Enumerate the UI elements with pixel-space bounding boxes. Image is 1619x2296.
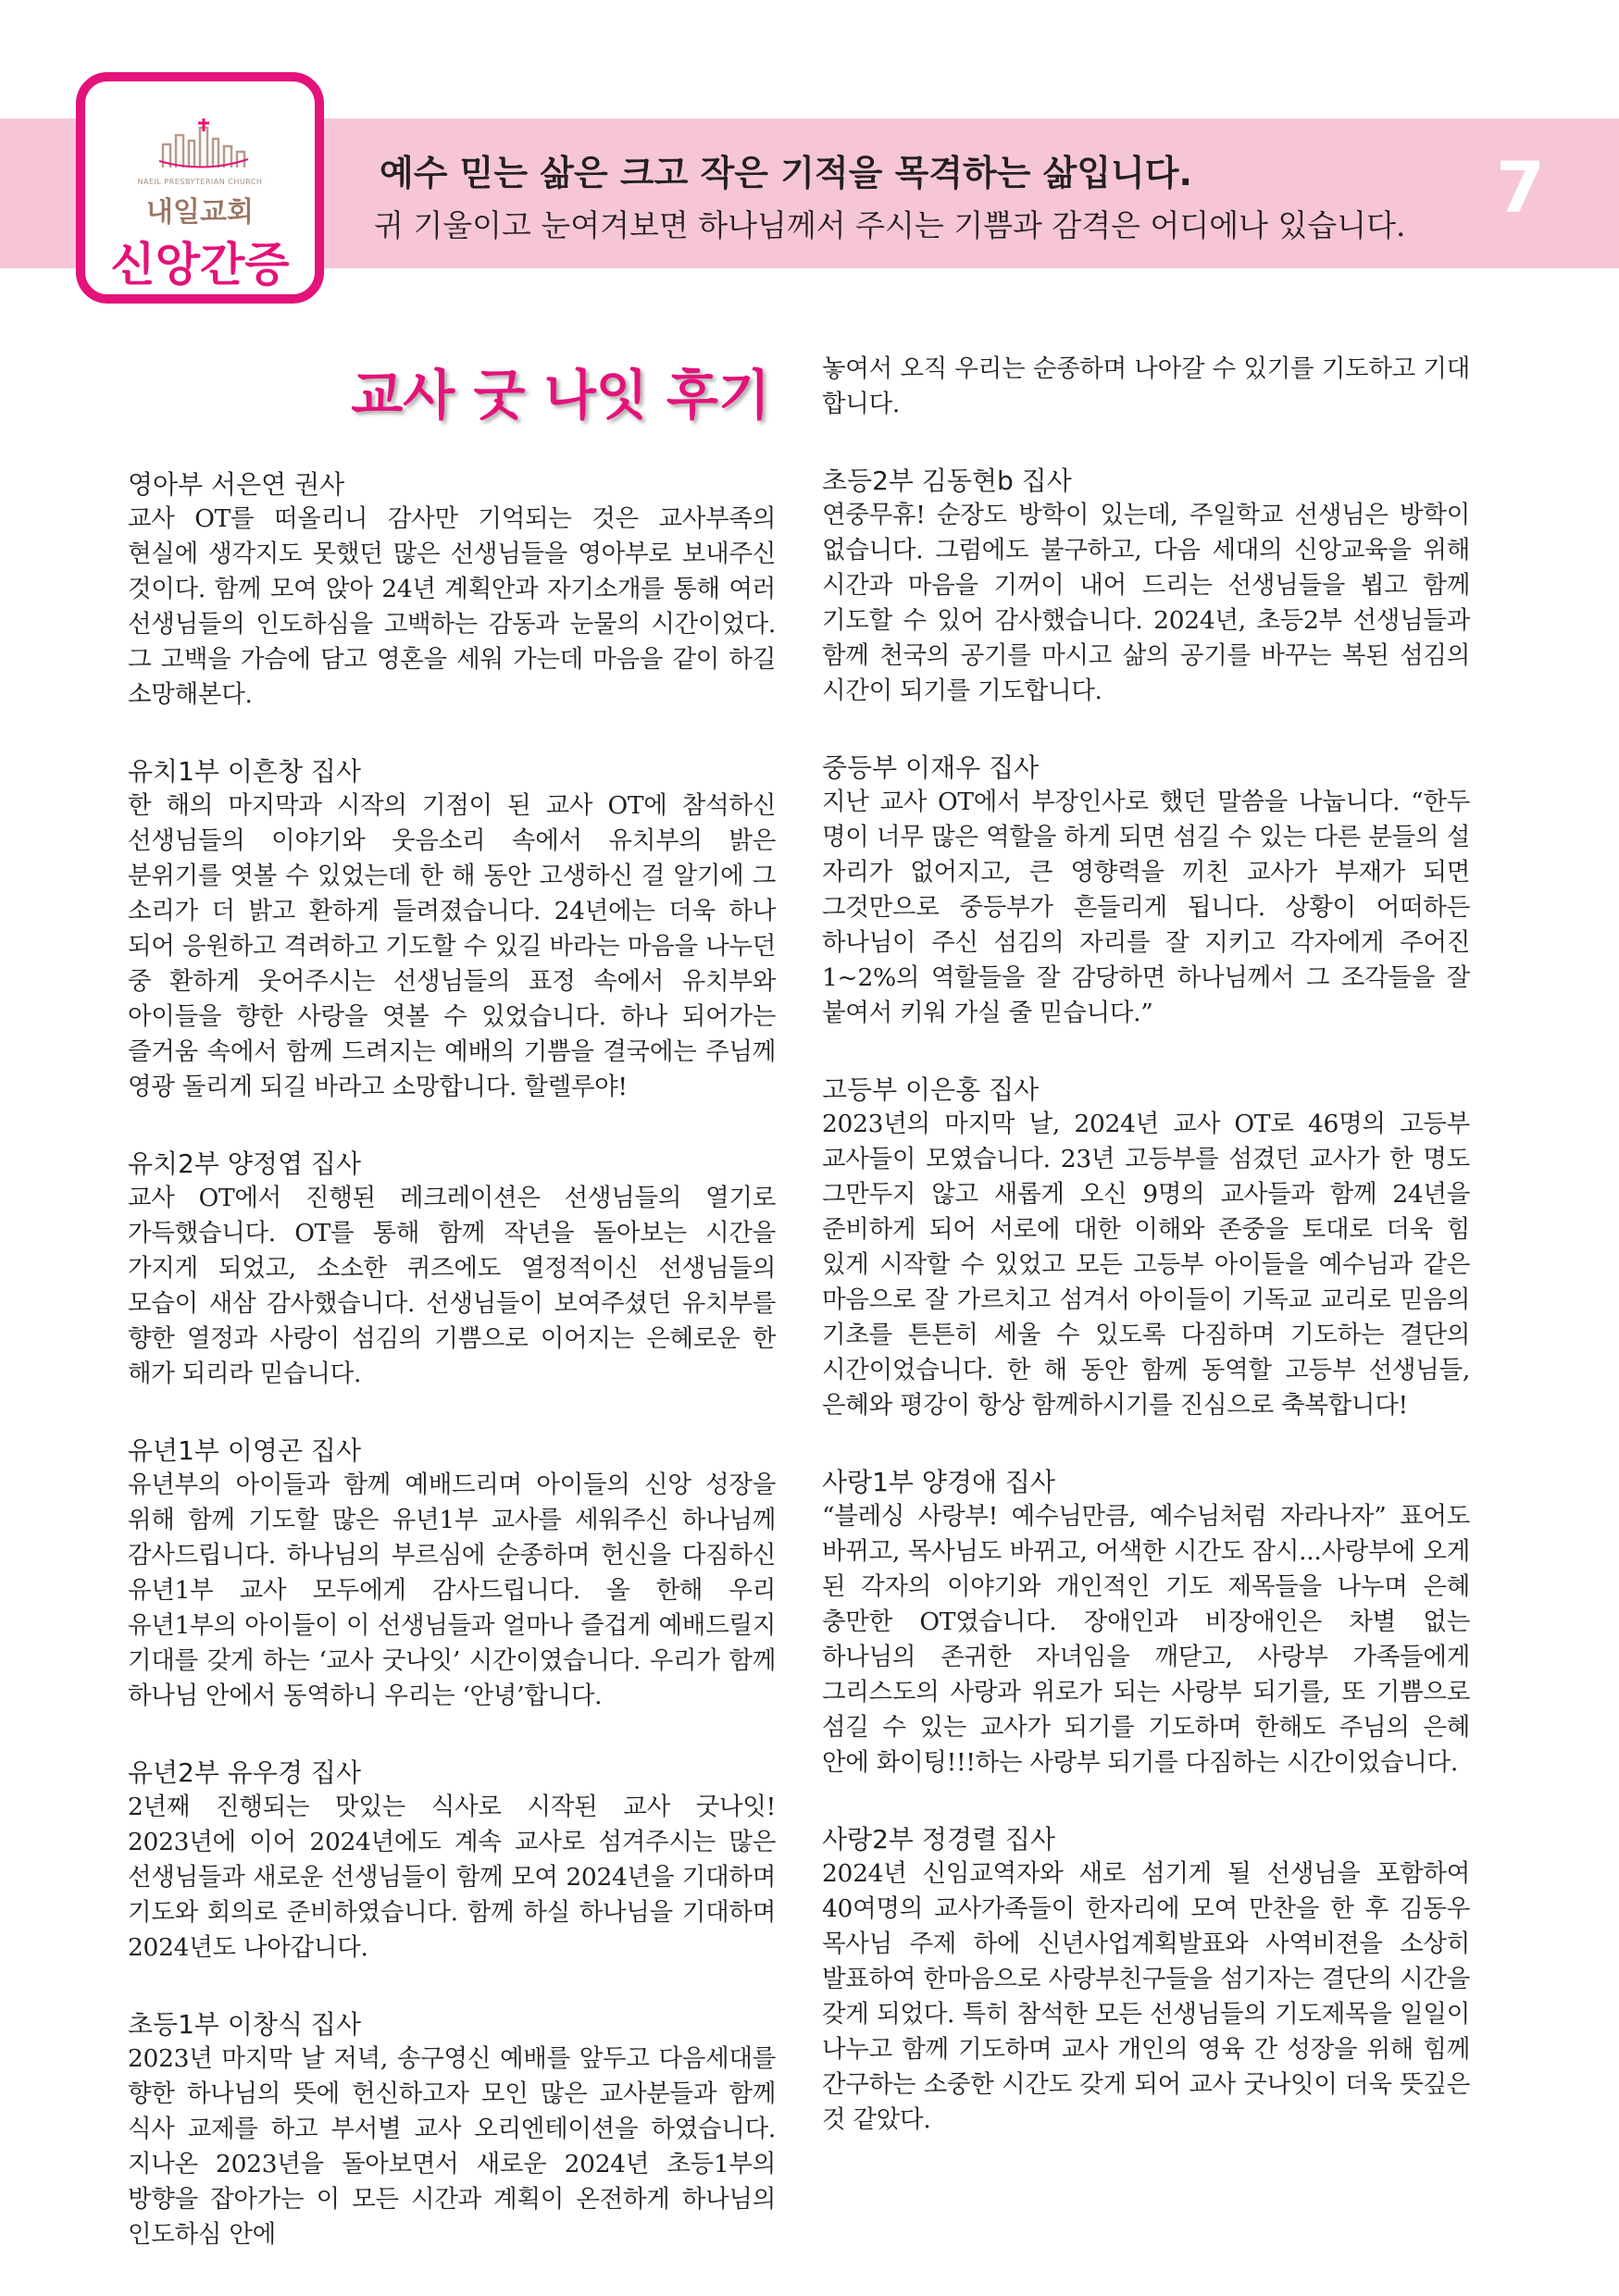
- continued-text: 놓여서 오직 우리는 순종하며 나아갈 수 있기를 기도하고 기대합니다.: [822, 354, 1470, 418]
- header-subtitle: 귀 기울이고 눈여겨보면 하나님께서 주시는 기쁨과 감격은 어디에나 있습니다.: [374, 207, 1406, 243]
- entry-body: 2023년 마지막 날 저녁, 송구영신 예배를 앞두고 다음세대를 향한 하나님의 뜻에 헌신하고자 모인 많은 교사분들과 함께 식사 교제를 하고 부서별 교사 오리엔테이션을 하였습니다. 지나온 2023년을 돌아보면서 새로운 2024년 초등1부의 방향을 잡아가는 이 모든 시간과 계획이 온전하게 하나님의 인도하심 안에: [128, 2044, 776, 2249]
- testimony-entry: [822, 751, 1470, 1031]
- entry-author: 유년1부 이영곤 집사: [128, 1435, 362, 1466]
- entry-author: 유년2부 유우경 집사: [128, 1757, 362, 1788]
- testimony-entry: [822, 465, 1470, 709]
- entry-author: 유치2부 양정엽 집사: [128, 1148, 362, 1179]
- testimony-entry: [128, 2008, 776, 2253]
- entry-author: 영아부 서은연 권사: [128, 469, 345, 500]
- entry-author: 초등2부 김동현b 집사: [822, 465, 1072, 496]
- entry-author: 사랑1부 양경애 집사: [822, 1467, 1056, 1497]
- entry-body: 교사 OT에서 진행된 레크레이션은 선생님들의 열기로 가득했습니다. OT를 통해 함께 작년을 돌아보는 시간을 가지게 되었고, 소소한 퀴즈에도 열정적이신 선생님들의 모습이 새삼 감사했습니다. 선생님들이 보여주셨던 유치부를 향한 열정과 사랑이 섬김의 기쁨으로 이어지는 은혜로운 한 해가 되리라 믿습니다.: [128, 1184, 776, 1388]
- testimony-entry: [128, 755, 776, 1105]
- entry-body: 유년부의 아이들과 함께 예배드리며 아이들의 신앙 성장을 위해 함께 기도할 많은 유년1부 교사를 세워주신 하나님께 감사드립니다. 하나님의 부르심에 순종하며 헌신을 다짐하신 유년1부 교사 모두에게 감사드립니다. 올 한해 우리 유년1부의 아이들이 이 선생님들과 얼마나 즐겁게 예배드릴지 기대를 갖게 하는 ‘교사 굿나잇’ 시간이였습니다. 우리가 함께 하나님 안에서 동역하니 우리는 ‘안녕’합니다.: [128, 1471, 776, 1710]
- entry-author: 유치1부 이흔창 집사: [128, 756, 362, 787]
- church-logo-icon: [157, 117, 250, 172]
- testimony-entry: [822, 1074, 1470, 1423]
- right-column: [822, 352, 1470, 2180]
- article-title: 교사 굿 나잇 후기: [351, 364, 770, 427]
- section-label: 신앙간증: [110, 238, 290, 292]
- left-column: [128, 352, 776, 2295]
- entry-body: 한 해의 마지막과 시작의 기점이 된 교사 OT에 참석하신 선생님들의 이야기와 웃음소리 속에서 유치부의 밝은 분위기를 엿볼 수 있었는데 한 해 동안 고생하신 걸 알기에 그 소리가 더 밝고 환하게 들려졌습니다. 24년에는 더욱 하나 되어 응원하고 격려하고 기도할 수 있길 바라는 마음을 나누던 중 환하게 웃어주시는 선생님들의 표정 속에서 유치부와 아이들을 향한 사랑을 엿볼 수 있었습니다. 하나 되어가는 즐거움 속에서 함께 드려지는 예배의 기쁨을 결국에는 주님께 영광 돌리게 되길 바라고 소망합니다. 할렐루야!: [128, 791, 776, 1101]
- entry-body: 교사 OT를 떠올리니 감사만 기억되는 것은 교사부족의 현실에 생각지도 못했던 많은 선생님들을 영아부로 보내주신 것이다. 함께 모여 앉아 24년 계획안과 자기소개를 통해 여러 선생님들의 인도하심을 고백하는 감동과 눈물의 시간이었다. 그 고백을 가슴에 담고 영혼을 세워 가는데 마음을 같이 하길 소망해본다.: [128, 504, 776, 709]
- testimony-entry: [128, 1434, 776, 1714]
- entry-body: 연중무휴! 순장도 방학이 있는데, 주일학교 선생님은 방학이 없습니다. 그럼에도 불구하고, 다음 세대의 신앙교육을 위해 시간과 마음을 기꺼이 내어 드리는 선생님들을 뵙고 함께 기도할 수 있어 감사했습니다. 2024년, 초등2부 선생님들과 함께 천국의 공기를 마시고 삶의 공기를 바꾸는 복된 섬김의 시간이 되기를 기도합니다.: [822, 501, 1470, 705]
- testimony-entry: [128, 1756, 776, 1966]
- entry-body: 2024년 신임교역자와 새로 섬기게 될 선생님을 포함하여 40여명의 교사가족들이 한자리에 모여 만찬을 한 후 김동우 목사님 주제 하에 신년사업계획발표와 사역비젼을 소상히 발표하여 한마음으로 사랑부친구들을 섬기자는 결단의 시간을 갖게 되었다. 특히 참석한 모든 선생님들의 기도제목을 일일이 나누고 함께 기도하며 교사 개인의 영육 간 성장을 위해 힘께 간구하는 소중한 시간도 갖게 되어 교사 굿나잇이 더욱 뜻깊은 것 같았다.: [822, 1859, 1470, 2134]
- entry-body: 지난 교사 OT에서 부장인사로 했던 말씀을 나눕니다. “한두 명이 너무 많은 역할을 하게 되면 섬길 수 있는 다른 분들의 설 자리가 없어지고, 큰 영향력을 끼친 교사가 부재가 되면 그것만으로 중등부가 흔들리게 됩니다. 상황이 어떠하든 하나님이 주신 섬김의 자리를 잘 지키고 각자에게 주어진 1~2%의 역할들을 잘 감당하면 하나님께서 그 조각들을 잘 붙여서 키워 가실 줄 믿습니다.”: [822, 788, 1470, 1027]
- entry-body: “블레싱 사랑부! 예수님만큼, 예수님처럼 자라나자” 표어도 바뀌고, 목사님도 바뀌고, 어색한 시간도 잠시...사랑부에 오게 된 각자의 이야기와 개인적인 기도 제목들을 나누며 은혜 충만한 OT였습니다. 장애인과 비장애인은 차별 없는 하나님의 존귀한 자녀임을 깨닫고, 사랑부 가족들에게 그리스도의 사랑과 위로가 되는 사랑부 되기를, 또 기쁨으로 섬길 수 있는 교사가 되기를 기도하며 한해도 주님의 은혜 안에 화이팅!!!하는 사랑부 되기를 다짐하는 시간이었습니다.: [822, 1502, 1470, 1777]
- testimony-entry: [128, 468, 776, 713]
- section-logo: [76, 72, 324, 304]
- entry-author: 중등부 이재우 집사: [822, 752, 1040, 783]
- entry-body: 2년째 진행되는 맛있는 식사로 시작된 교사 굿나잇! 2023년에 이어 2024년에도 계속 교사로 섬겨주시는 많은 선생님들과 새로운 선생님들이 함께 모여 2024년을 기대하며 기도와 회의로 준비하였습니다. 함께 하실 하나님을 기대하며 2024년도 나아갑니다.: [128, 1793, 776, 1962]
- testimony-entry: [822, 1823, 1470, 2138]
- entry-body: 2023년의 마지막 날, 2024년 교사 OT로 46명의 고등부 교사들이 모였습니다. 23년 고등부를 섬겼던 교사가 한 명도 그만두지 않고 새롭게 오신 9명의 교사들과 함께 24년을 준비하게 되어 서로에 대한 이해와 존중을 토대로 더욱 힘 있게 시작할 수 있었고 모든 고등부 아이들을 예수님과 같은 마음으로 잘 가르치고 섬겨서 아이들이 기독교 교리로 믿음의 기초를 튼튼히 세울 수 있도록 다짐하며 기도하는 결단의 시간이었습니다. 한 해 동안 함께 동역할 고등부 선생님들, 은혜와 평강이 항상 함께하시기를 진심으로 축복합니다!: [822, 1110, 1470, 1420]
- testimony-entry: [128, 1148, 776, 1392]
- testimony-entry: [822, 1466, 1470, 1781]
- entry-author: 고등부 이은홍 집사: [822, 1074, 1040, 1105]
- church-name: 내일교회: [146, 196, 254, 229]
- entry-author: 초등1부 이창식 집사: [128, 2009, 362, 2040]
- header-title: 예수 믿는 삶은 크고 작은 기적을 목격하는 삶입니다.: [380, 153, 1192, 193]
- church-english-name: NAEIL PRESBYTERIAN CHURCH: [137, 178, 263, 186]
- page-number: 7: [1496, 146, 1545, 229]
- entry-author: 사랑2부 정경렬 집사: [822, 1824, 1056, 1855]
